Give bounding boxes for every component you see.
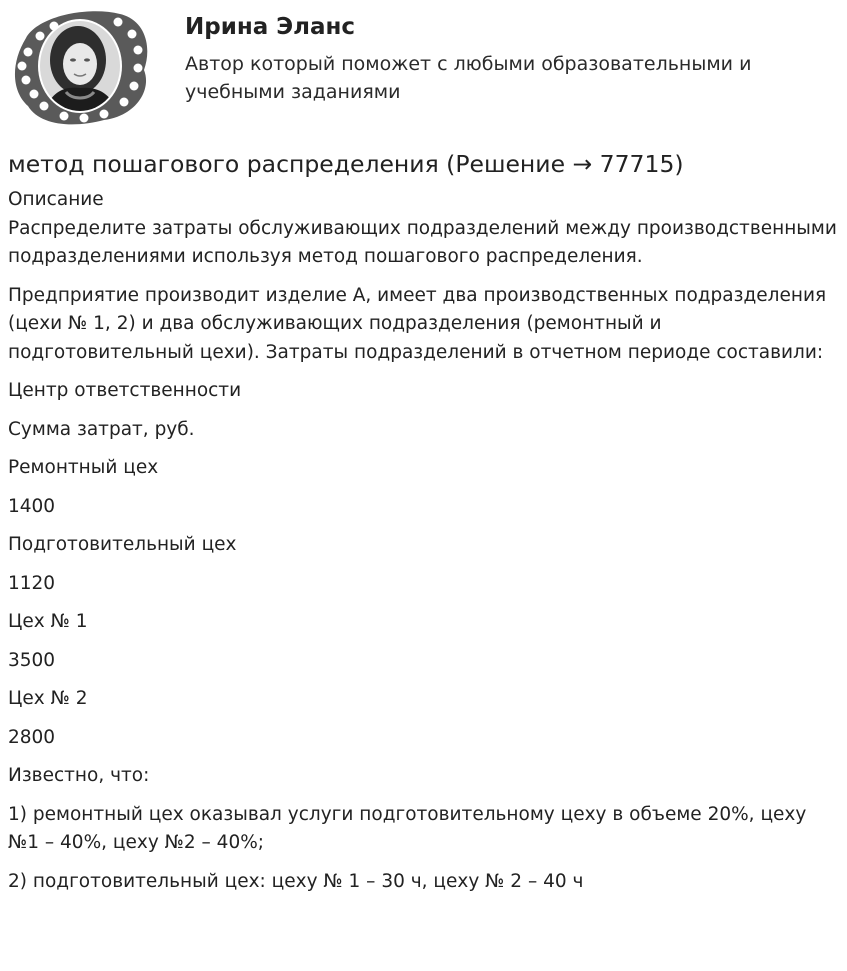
known-item-2: 2) подготовительный цех: цеху № 1 – 30 ч, цеху № 2 – 40 ч	[8, 870, 584, 892]
cost-row-shop1-label: Цех № 1	[8, 611, 88, 632]
cost-row-repair-value: 1400	[8, 495, 56, 517]
task-content	[8, 186, 838, 906]
cost-row-prep-label: Подготовительный цех	[8, 534, 237, 555]
description-label: Описание	[8, 189, 104, 210]
cost-table-header-center: Центр ответственности	[8, 380, 242, 401]
task-condition: Предприятие производит изделие А, имеет два производственных подразделения (цехи № 1, 2) и два обслуживающих подразделения (ремонтный и подготовительный цехи). Затраты подразделений в отчетном периоде составили:	[8, 284, 827, 363]
task-intro: Распределите затраты обслуживающих подразделений между производственными подразделениями используя метод пошагового распределения.	[8, 217, 837, 267]
cost-row-shop2-value: 2800	[8, 726, 56, 748]
known-label: Известно, что:	[8, 765, 150, 786]
page-title: метод пошагового распределения (Решение → 77715)	[8, 150, 684, 178]
author-name[interactable]: Ирина Эланс	[185, 14, 356, 40]
cost-row-repair-label: Ремонтный цех	[8, 457, 159, 478]
author-avatar[interactable]	[8, 8, 150, 126]
known-item-1: 1) ремонтный цех оказывал услуги подготовительному цеху в объеме 20%, цеху №1 – 40%, цеху №2 – 40%;	[8, 803, 807, 853]
author-description: Автор который поможет с любыми образовательными и учебными заданиями	[185, 53, 752, 103]
cost-row-prep-value: 1120	[8, 572, 56, 594]
author-header	[0, 0, 847, 135]
cost-row-shop2-label: Цех № 2	[8, 688, 88, 709]
cost-table-header-sum: Сумма затрат, руб.	[8, 418, 195, 440]
cost-row-shop1-value: 3500	[8, 649, 56, 671]
